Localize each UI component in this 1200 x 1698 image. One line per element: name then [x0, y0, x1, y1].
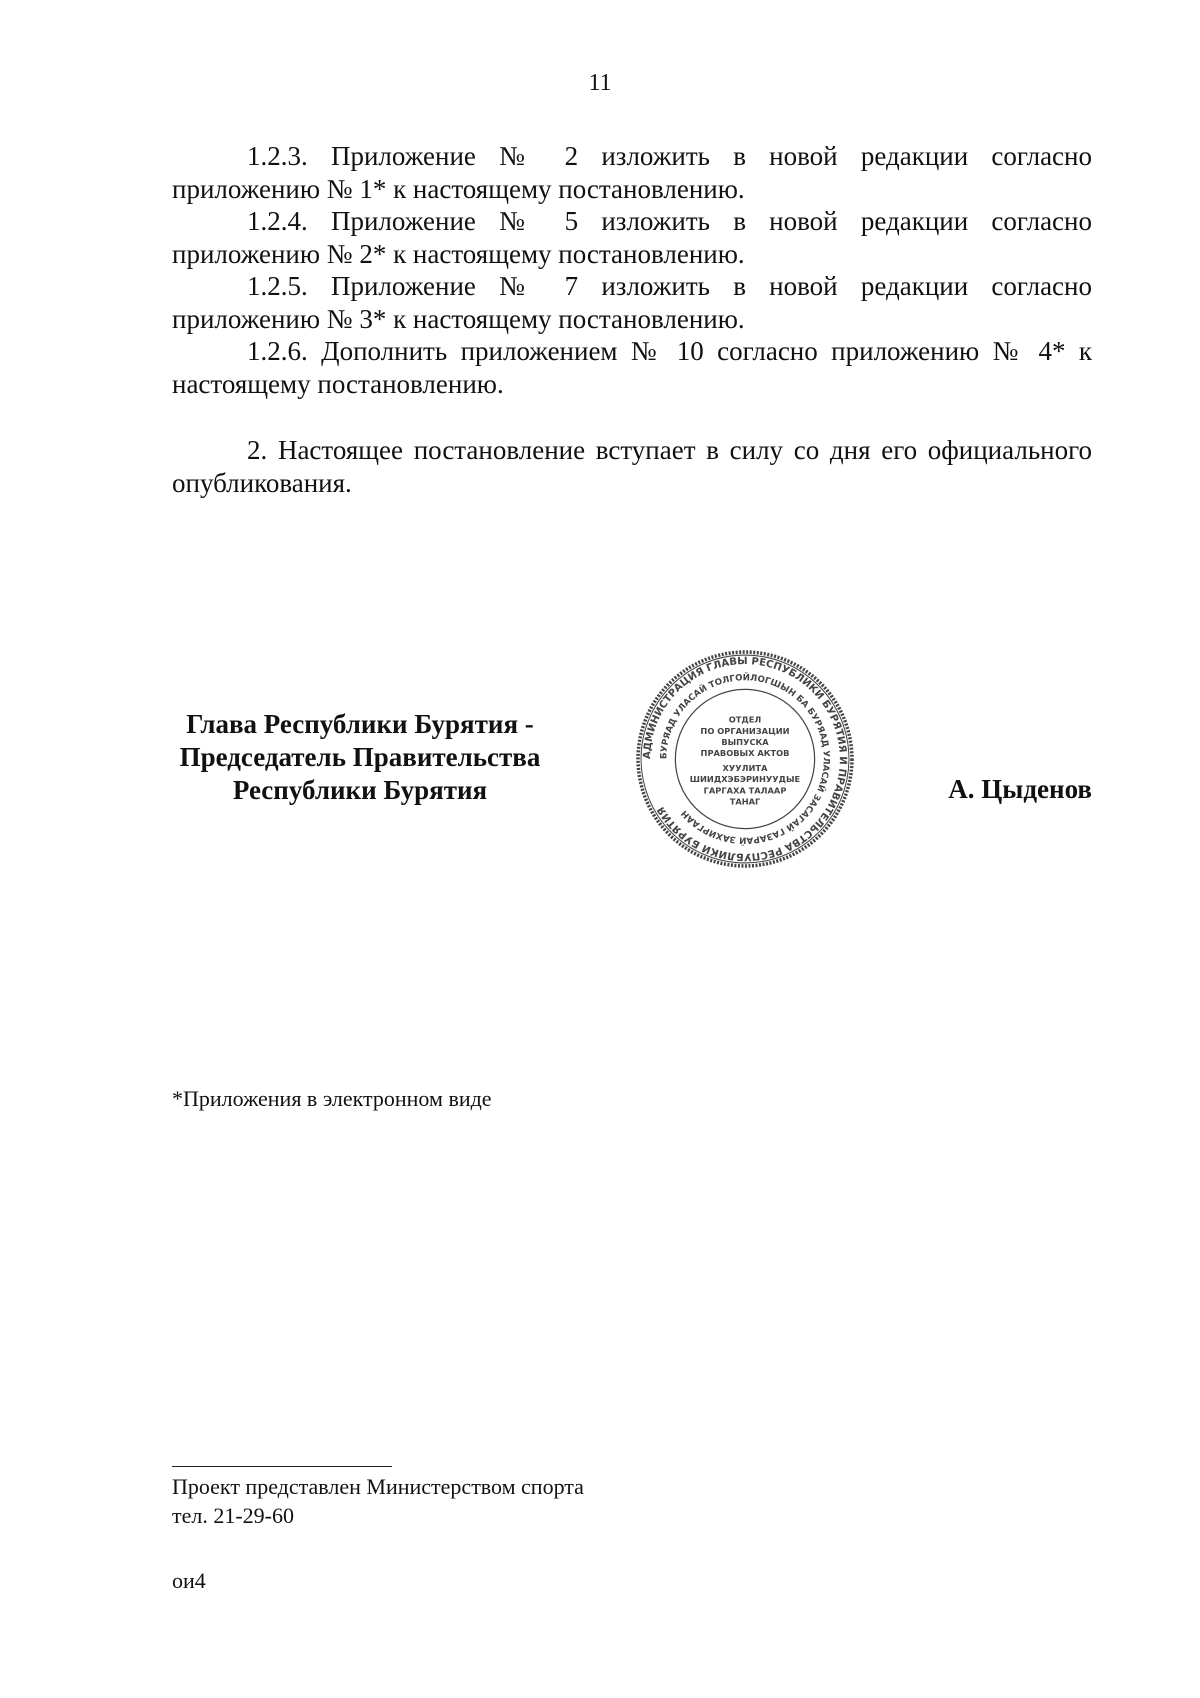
footer-phone: тел. 21-29-60	[172, 1503, 295, 1528]
stamp-center-line-2: ПО ОРГАНИЗАЦИИ	[700, 725, 790, 736]
signatory-position-line-1: Глава Республики Бурятия -	[186, 709, 534, 739]
stamp-center-line-6: ШИИДХЭБЭРИНУУДЫЕ	[689, 774, 801, 785]
page-number: 11	[588, 70, 612, 96]
stamp-inner-ring	[675, 689, 814, 828]
signatory-position	[140, 708, 580, 807]
stamp-center-line-8: ТАНАГ	[729, 796, 761, 807]
paragraph-1-2-4: 1.2.4. Приложение № 5 изложить в новой редакции согласно приложению № 2* к настоящему постановлению.	[172, 206, 1092, 269]
document-code: ои4	[172, 1568, 206, 1593]
stamp-inner-text: БУРЯАД УЛАСАЙ ТОЛГОЙЛОГШЫН БА БУРЯАД УЛАСАЙ ЗАСАГАЙ ГАЗАРАЙ ЗАХИРГААН	[659, 673, 831, 845]
stamp-center-line-4: ПРАВОВЫХ АКТОВ	[700, 747, 790, 758]
document-body	[172, 140, 1092, 499]
paragraph-1-2-6: 1.2.6. Дополнить приложением № 10 согласно приложению № 4* к настоящему постановлению.	[172, 336, 1092, 399]
paragraph-2: 2. Настоящее постановление вступает в силу со дня его официального опубликования.	[172, 435, 1092, 498]
official-stamp	[634, 648, 856, 870]
svg-text:АДМИНИСТРАЦИЯ ГЛАВЫ РЕСПУБЛИКИ	[642, 656, 848, 862]
stamp-center-line-7: ГАРГАХА ТАЛААР	[703, 785, 787, 796]
paragraph-1-2-3: 1.2.3. Приложение № 2 изложить в новой редакции согласно приложению № 1* к настоящему постановлению.	[172, 141, 1092, 204]
svg-text:БУРЯАД УЛАСАЙ ТОЛГОЙЛОГШЫН БА	[659, 671, 831, 847]
stamp-center-line-1: ОТДЕЛ	[728, 714, 762, 725]
footer-divider	[172, 1466, 392, 1467]
stamp-outer-text: АДМИНИСТРАЦИЯ ГЛАВЫ РЕСПУБЛИКИ БУРЯТИЯ И ПРАВИТЕЛЬСТВА РЕСПУБЛИКИ БУРЯТИЯ	[642, 656, 848, 862]
footer-project-source: Проект представлен Министерством спорта	[172, 1474, 584, 1499]
stamp-center-line-3: ВЫПУСКА	[721, 736, 769, 747]
signatory-position-line-3: Республики Бурятия	[232, 775, 488, 805]
stamp-outer-ring	[638, 652, 852, 866]
stamp-center-line-5: ХУУЛИТА	[722, 763, 768, 774]
paragraph-1-2-5: 1.2.5. Приложение № 7 изложить в новой редакции согласно приложению № 3* к настоящему постановлению.	[172, 271, 1092, 334]
signatory-position-line-2: Председатель Правительства	[179, 742, 541, 772]
footer	[172, 1472, 584, 1530]
signatory-name: А. Цыденов	[948, 774, 1092, 804]
attachments-footnote: *Приложения в электронном виде	[172, 1086, 492, 1111]
